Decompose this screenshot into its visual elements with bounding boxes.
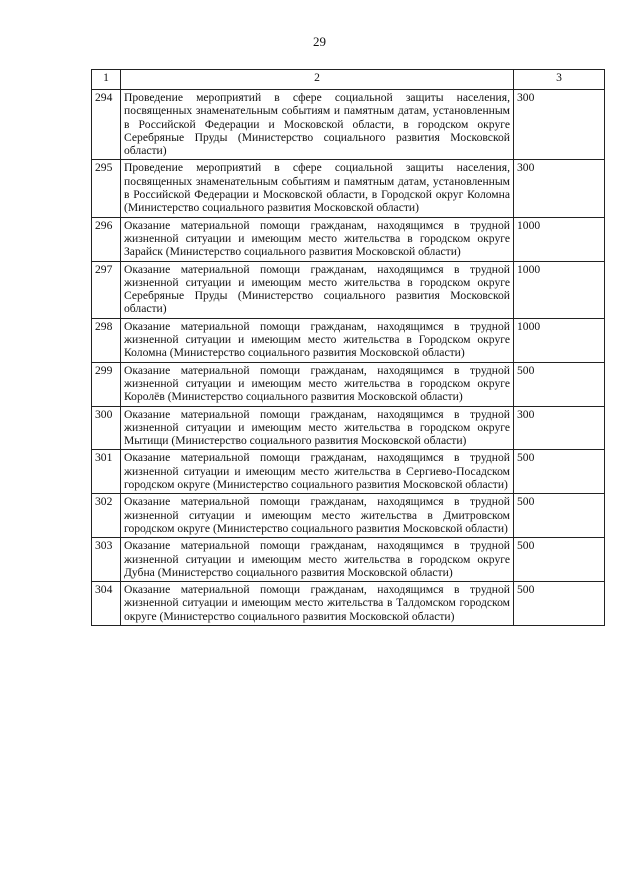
page-number: 29: [313, 34, 326, 49]
row-description: Оказание материальной помощи гражданам, находящимся в трудной жизненной ситуации и имеющим место жительства в городском округе Серебряные Пруды (Министерство социального развития Московской области): [121, 261, 514, 318]
table-row: [92, 450, 605, 494]
table-row: [92, 90, 605, 160]
header-col-3: 3: [514, 70, 605, 90]
table-row: [92, 538, 605, 582]
table-row: [92, 494, 605, 538]
table-row: [92, 217, 605, 261]
row-number: 297: [92, 261, 121, 318]
row-amount: 500: [514, 450, 605, 494]
row-amount: 500: [514, 538, 605, 582]
row-number: 303: [92, 538, 121, 582]
row-description: Оказание материальной помощи гражданам, находящимся в трудной жизненной ситуации и имеющим место жительства в Городском округе Коломна (Министерство социального развития Московской области): [121, 318, 514, 362]
row-description: Оказание материальной помощи гражданам, находящимся в трудной жизненной ситуации и имеющим место жительства в городском округе Королёв (Министерство социального развития Московской области): [121, 362, 514, 406]
row-description: Оказание материальной помощи гражданам, находящимся в трудной жизненной ситуации и имеющим место жительства в городском округе Дубна (Министерство социального развития Московской области): [121, 538, 514, 582]
table-row: [92, 261, 605, 318]
row-description: Оказание материальной помощи гражданам, находящимся в трудной жизненной ситуации и имеющим место жительства в Дмитровском городском округе (Министерство социального развития Московской области): [121, 494, 514, 538]
row-description: Оказание материальной помощи гражданам, находящимся в трудной жизненной ситуации и имеющим место жительства в Талдомском городском округе (Министерство социального развития Московской области): [121, 582, 514, 626]
row-amount: 300: [514, 90, 605, 160]
row-number: 301: [92, 450, 121, 494]
row-amount: 500: [514, 362, 605, 406]
row-number: 296: [92, 217, 121, 261]
row-number: 302: [92, 494, 121, 538]
table-row: [92, 406, 605, 450]
table-row: [92, 362, 605, 406]
row-amount: 1000: [514, 318, 605, 362]
table-row: [92, 318, 605, 362]
row-amount: 300: [514, 406, 605, 450]
row-number: 304: [92, 582, 121, 626]
row-amount: 500: [514, 494, 605, 538]
row-description: Проведение мероприятий в сфере социальной защиты населения, посвященных знаменательным событиям и памятным датам, установленным в Российской Федерации и Московской области, в Городской округ Коломна (Министерство социального развития Московской области): [121, 160, 514, 217]
row-number: 300: [92, 406, 121, 450]
header-col-1: 1: [92, 70, 121, 90]
row-amount: 300: [514, 160, 605, 217]
row-number: 294: [92, 90, 121, 160]
table-row: [92, 160, 605, 217]
row-amount: 500: [514, 582, 605, 626]
table-row: [92, 582, 605, 626]
allocation-table: [91, 69, 605, 626]
row-amount: 1000: [514, 261, 605, 318]
row-number: 295: [92, 160, 121, 217]
header-col-2: 2: [121, 70, 514, 90]
table-header-row: [92, 70, 605, 90]
row-amount: 1000: [514, 217, 605, 261]
row-description: Оказание материальной помощи гражданам, находящимся в трудной жизненной ситуации и имеющим место жительства в городском округе Зарайск (Министерство социального развития Московской области): [121, 217, 514, 261]
row-description: Оказание материальной помощи гражданам, находящимся в трудной жизненной ситуации и имеющим место жительства в Сергиево-Посадском городском округе (Министерство социального развития Московской области): [121, 450, 514, 494]
row-description: Оказание материальной помощи гражданам, находящимся в трудной жизненной ситуации и имеющим место жительства в городском округе Мытищи (Министерство социального развития Московской области): [121, 406, 514, 450]
row-description: Проведение мероприятий в сфере социальной защиты населения, посвященных знаменательным событиям и памятным датам, установленным в Российской Федерации и Московской области, в городском округе Серебряные Пруды (Министерство социального развития Московской области): [121, 90, 514, 160]
row-number: 299: [92, 362, 121, 406]
row-number: 298: [92, 318, 121, 362]
